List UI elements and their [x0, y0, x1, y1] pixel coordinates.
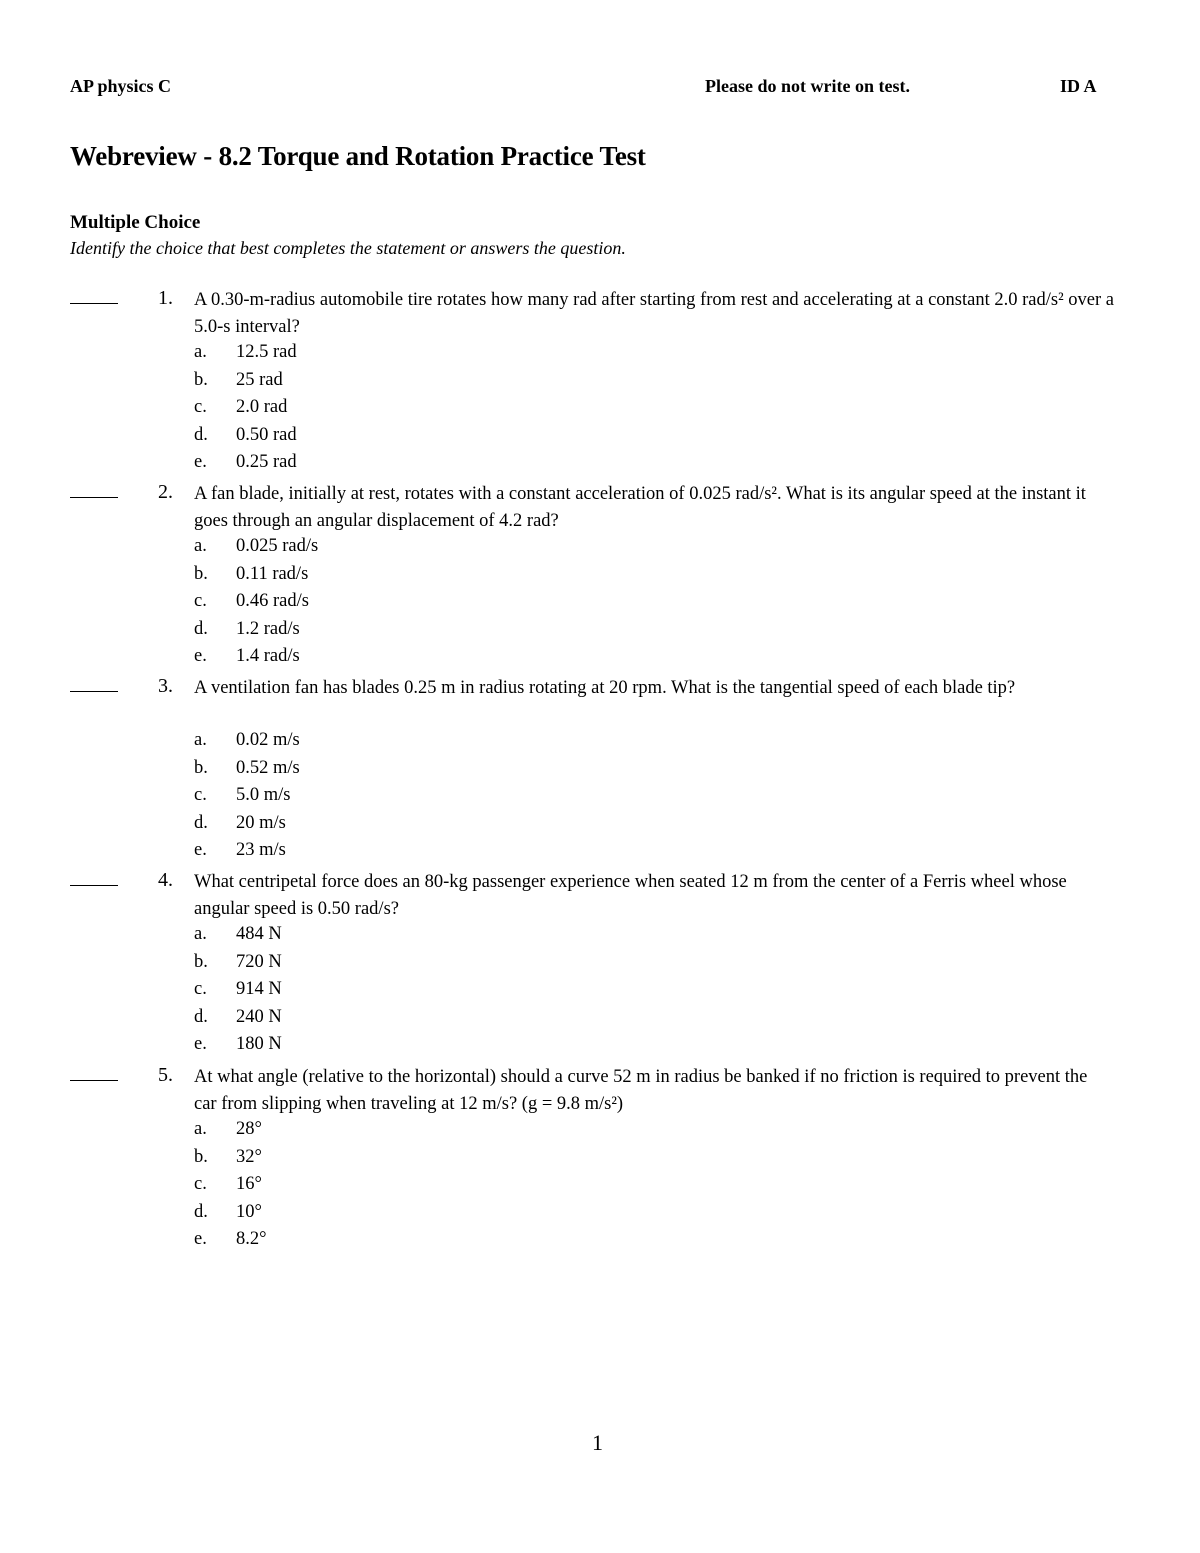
choice-text: 8.2°	[236, 1229, 267, 1249]
choice-text: 720 N	[236, 951, 282, 972]
choice-letter: b.	[194, 951, 208, 972]
choice-text: 0.02 m/s	[236, 730, 300, 750]
choice-letter: b.	[194, 369, 208, 390]
choice-text: 32°	[236, 1146, 262, 1167]
answer-blank[interactable]	[70, 885, 118, 886]
choice-letter: c.	[194, 1174, 207, 1194]
question-number: 4.	[158, 869, 173, 891]
choice-letter: c.	[194, 785, 207, 805]
question-text: What centripetal force does an 80-kg passenger experience when seated 12 m from the center of a Ferris wheel whose angular speed is 0.50 rad/s?	[194, 872, 1067, 919]
choice-letter: b.	[194, 1146, 208, 1167]
answer-blank[interactable]	[70, 1080, 118, 1081]
choice-letter: e.	[194, 452, 207, 472]
choice-letter: d.	[194, 812, 208, 833]
answer-blank[interactable]	[70, 303, 118, 304]
choice-text: 914 N	[236, 979, 282, 999]
question-number: 2.	[158, 481, 173, 503]
choice-letter: d.	[194, 618, 208, 639]
page-title: Webreview - 8.2 Torque and Rotation Practice Test	[70, 141, 646, 171]
choice-letter: b.	[194, 563, 208, 584]
id-label: ID A	[1060, 76, 1097, 96]
choice-text: 484 N	[236, 924, 282, 944]
choice-text: 16°	[236, 1174, 262, 1194]
choice-text: 5.0 m/s	[236, 785, 291, 805]
choice-text: 1.2 rad/s	[236, 618, 300, 639]
answer-blank[interactable]	[70, 497, 118, 498]
question-text: A ventilation fan has blades 0.25 m in radius rotating at 20 rpm. What is the tangential speed of each blade tip?	[194, 678, 1016, 698]
choice-letter: e.	[194, 646, 207, 666]
choice-letter: e.	[194, 840, 207, 860]
choice-text: 2.0 rad	[236, 397, 288, 417]
choice-text: 10°	[236, 1201, 262, 1222]
question-text: A fan blade, initially at rest, rotates with a constant acceleration of 0.025 rad/s². What is its angular speed at the instant it goes through an angular displacement of 4.2 rad?	[194, 484, 1086, 531]
question-text: A 0.30-m-radius automobile tire rotates how many rad after starting from rest and accelerating at a constant 2.0 rad/s² over a 5.0-s interval?	[194, 290, 1114, 337]
choice-text: 180 N	[236, 1034, 282, 1054]
choice-text: 25 rad	[236, 369, 283, 390]
choice-letter: b.	[194, 757, 208, 778]
answer-blank[interactable]	[70, 691, 118, 692]
choice-letter: e.	[194, 1034, 207, 1054]
choice-letter: d.	[194, 1006, 208, 1027]
choice-text: 1.4 rad/s	[236, 646, 300, 666]
choice-letter: c.	[194, 591, 207, 611]
choice-text: 0.46 rad/s	[236, 591, 309, 611]
question-text: At what angle (relative to the horizontal) should a curve 52 m in radius be banked if no friction is required to prevent the car from slipping when traveling at 12 m/s? (g = 9.8 m/s²)	[194, 1067, 1088, 1114]
choice-letter: c.	[194, 979, 207, 999]
choice-letter: e.	[194, 1229, 207, 1249]
choice-text: 28°	[236, 1119, 262, 1139]
page-number: 1	[592, 1430, 603, 1455]
course-label: AP physics C	[70, 76, 172, 96]
choice-text: 23 m/s	[236, 840, 286, 860]
choice-text: 20 m/s	[236, 812, 286, 833]
choice-letter: c.	[194, 397, 207, 417]
choice-text: 0.50 rad	[236, 424, 297, 445]
question-number: 5.	[158, 1064, 173, 1086]
section-heading: Multiple Choice	[70, 212, 201, 233]
question-number: 3.	[158, 675, 173, 697]
choice-letter: a.	[194, 1119, 207, 1139]
choice-letter: a.	[194, 924, 207, 944]
choice-text: 0.52 m/s	[236, 757, 300, 778]
section-instructions: Identify the choice that best completes the statement or answers the question.	[70, 238, 626, 258]
choice-letter: a.	[194, 730, 207, 750]
choice-letter: d.	[194, 1201, 208, 1222]
choice-text: 12.5 rad	[236, 342, 297, 362]
question-number: 1.	[158, 287, 173, 309]
choice-letter: d.	[194, 424, 208, 445]
notice-label: Please do not write on test.	[705, 76, 910, 96]
choice-text: 240 N	[236, 1006, 282, 1027]
choice-text: 0.11 rad/s	[236, 563, 309, 584]
choice-text: 0.025 rad/s	[236, 536, 319, 556]
choice-letter: a.	[194, 536, 207, 556]
choice-text: 0.25 rad	[236, 452, 297, 472]
choice-letter: a.	[194, 342, 207, 362]
